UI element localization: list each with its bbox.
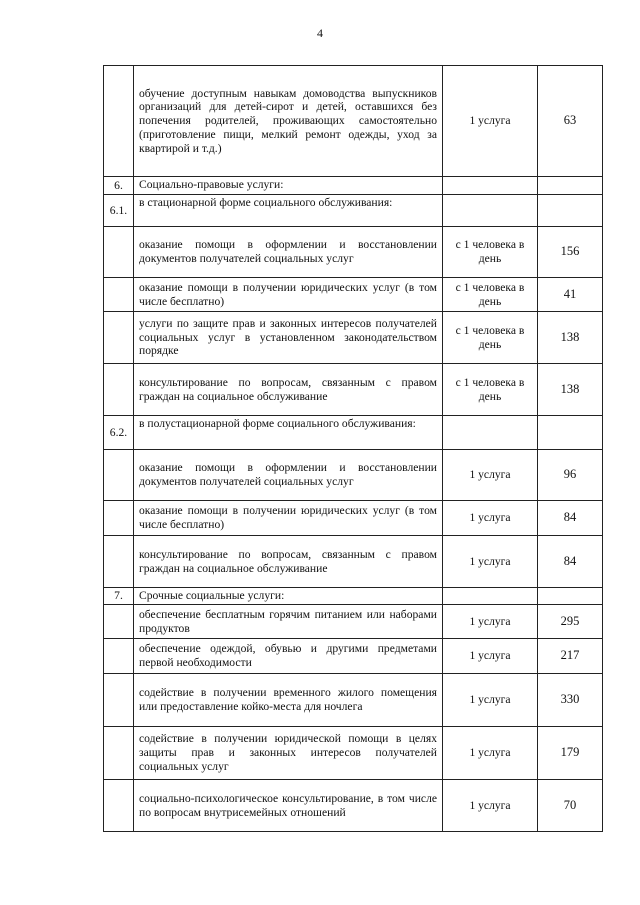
row-number — [104, 674, 134, 727]
service-count: 179 — [538, 727, 603, 780]
row-number — [104, 227, 134, 278]
row-number — [104, 501, 134, 536]
service-unit: с 1 человека в день — [443, 227, 538, 278]
service-description: оказание помощи в оформлении и восстановлении документов получателей социальных услуг — [134, 450, 443, 501]
service-count: 63 — [538, 66, 603, 177]
service-count: 217 — [538, 639, 603, 674]
service-description: консультирование по вопросам, связанным с правом граждан на социальное обслуживание — [134, 364, 443, 416]
row-number — [104, 278, 134, 312]
service-description: обучение доступным навыкам домоводства выпускников организаций для детей-сирот и детей, оставшихся без попечения родителей, проживающих самостоятельно (приготовление пищи, мелкий ремонт одежды, уход за квартирой и т.д.) — [134, 66, 443, 177]
row-number: 6.1. — [104, 195, 134, 227]
service-count: 41 — [538, 278, 603, 312]
service-unit: 1 услуга — [443, 674, 538, 727]
row-number — [104, 364, 134, 416]
service-description: оказание помощи в получении юридических услуг (в том числе бесплатно) — [134, 501, 443, 536]
row-number — [104, 536, 134, 588]
service-row — [104, 278, 603, 312]
service-unit: 1 услуга — [443, 66, 538, 177]
row-number — [104, 780, 134, 832]
row-number — [104, 66, 134, 177]
service-unit — [443, 416, 538, 450]
service-count — [538, 588, 603, 605]
service-count: 156 — [538, 227, 603, 278]
row-number — [104, 312, 134, 364]
service-description: услуги по защите прав и законных интересов получателей социальных услуг в установленном законодательством порядке — [134, 312, 443, 364]
section-row — [104, 177, 603, 195]
service-count: 84 — [538, 501, 603, 536]
service-unit: 1 услуга — [443, 639, 538, 674]
service-row — [104, 727, 603, 780]
service-unit: 1 услуга — [443, 780, 538, 832]
service-description: консультирование по вопросам, связанным с правом граждан на социальное обслуживание — [134, 536, 443, 588]
service-count — [538, 195, 603, 227]
service-row — [104, 605, 603, 639]
row-number: 7. — [104, 588, 134, 605]
page-number: 4 — [317, 26, 323, 40]
service-unit: 1 услуга — [443, 501, 538, 536]
service-unit: с 1 человека в день — [443, 312, 538, 364]
service-unit: 1 услуга — [443, 727, 538, 780]
service-row — [104, 66, 603, 177]
service-count: 138 — [538, 364, 603, 416]
service-count: 138 — [538, 312, 603, 364]
row-number: 6.2. — [104, 416, 134, 450]
service-count: 330 — [538, 674, 603, 727]
service-count — [538, 416, 603, 450]
service-unit: с 1 человека в день — [443, 364, 538, 416]
section-row — [104, 588, 603, 605]
service-description: социально-психологическое консультирование, в том числе по вопросам внутрисемейных отношений — [134, 780, 443, 832]
service-description: обеспечение бесплатным горячим питанием или наборами продуктов — [134, 605, 443, 639]
service-unit: 1 услуга — [443, 536, 538, 588]
service-row — [104, 312, 603, 364]
services-table-body — [104, 66, 603, 832]
service-unit: с 1 человека в день — [443, 278, 538, 312]
row-number — [104, 727, 134, 780]
service-row — [104, 501, 603, 536]
service-description: Социально-правовые услуги: — [134, 177, 443, 195]
service-row — [104, 639, 603, 674]
row-number — [104, 450, 134, 501]
service-row — [104, 536, 603, 588]
row-number — [104, 639, 134, 674]
service-row — [104, 364, 603, 416]
service-description: содействие в получении юридической помощи в целях защиты прав и законных интересов получателей социальных услуг — [134, 727, 443, 780]
service-description: оказание помощи в оформлении и восстановлении документов получателей социальных услуг — [134, 227, 443, 278]
services-table — [103, 65, 603, 832]
service-description: в стационарной форме социального обслуживания: — [134, 195, 443, 227]
service-unit — [443, 588, 538, 605]
section-row — [104, 416, 603, 450]
row-number: 6. — [104, 177, 134, 195]
service-count: 295 — [538, 605, 603, 639]
service-row — [104, 780, 603, 832]
service-count: 84 — [538, 536, 603, 588]
service-unit: 1 услуга — [443, 605, 538, 639]
service-description: содействие в получении временного жилого помещения или предоставление койко-места для ночлега — [134, 674, 443, 727]
service-row — [104, 227, 603, 278]
service-description: Срочные социальные услуги: — [134, 588, 443, 605]
service-unit: 1 услуга — [443, 450, 538, 501]
service-unit — [443, 177, 538, 195]
service-description: обеспечение одеждой, обувью и другими предметами первой необходимости — [134, 639, 443, 674]
service-count — [538, 177, 603, 195]
service-row — [104, 450, 603, 501]
service-count: 96 — [538, 450, 603, 501]
row-number — [104, 605, 134, 639]
service-unit — [443, 195, 538, 227]
service-row — [104, 674, 603, 727]
service-description: в полустационарной форме социального обслуживания: — [134, 416, 443, 450]
section-row — [104, 195, 603, 227]
service-description: оказание помощи в получении юридических услуг (в том числе бесплатно) — [134, 278, 443, 312]
service-count: 70 — [538, 780, 603, 832]
